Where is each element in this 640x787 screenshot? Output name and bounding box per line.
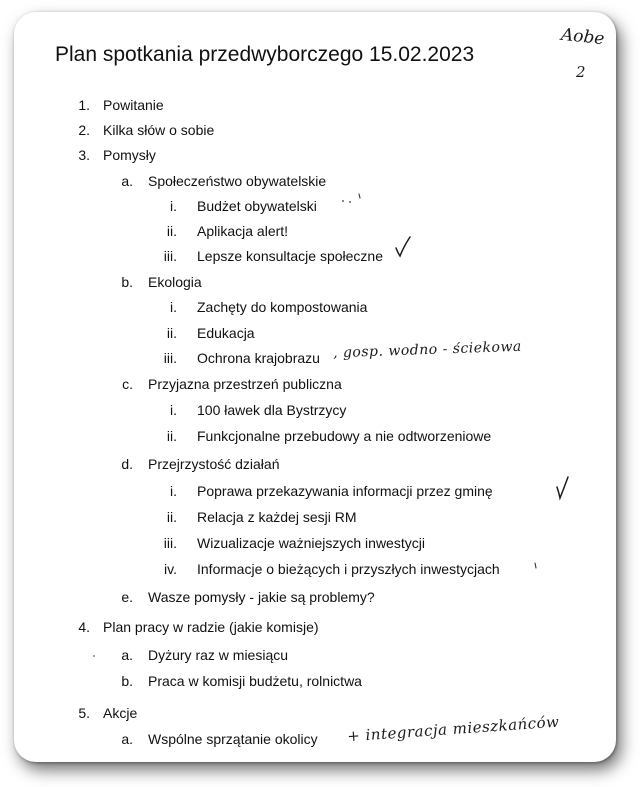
- list-roman: ii.: [166, 223, 177, 239]
- list-roman: ii.: [166, 428, 177, 444]
- list-item: Zachęty do kompostowania: [197, 299, 368, 315]
- list-roman: i.: [170, 198, 177, 214]
- list-item: Ochrona krajobrazu: [197, 350, 320, 366]
- handwritten-cleanup-note: + integracja mieszkańców: [346, 712, 561, 746]
- list-letter: d.: [121, 456, 133, 472]
- list-item: Akcje: [103, 705, 138, 721]
- list-letter: a.: [121, 173, 133, 189]
- pen-mark-icon: [532, 562, 540, 570]
- list-item: Funkcjonalne przebudowy a nie odtworzeniowe: [197, 428, 492, 444]
- list-roman: ii.: [166, 509, 177, 525]
- list-item: Przejrzystość działań: [148, 456, 280, 472]
- list-item: Informacje o bieżących i przyszłych inwestycjach: [197, 561, 500, 577]
- list-item: Wizualizacje ważniejszych inwestycji: [197, 535, 425, 551]
- check-mark-icon: [555, 476, 571, 500]
- list-letter: b.: [121, 673, 133, 689]
- handwritten-corner-number: 2: [576, 63, 586, 81]
- list-item: Wspólne sprzątanie okolicy: [148, 731, 318, 747]
- list-letter: a.: [121, 647, 133, 663]
- list-item: Budżet obywatelski: [197, 198, 317, 214]
- list-item: Dyżury raz w miesiącu: [148, 647, 289, 663]
- list-roman: iii.: [163, 350, 177, 366]
- list-item: Pomysły: [103, 147, 156, 163]
- list-letter: e.: [121, 589, 133, 605]
- list-item: 100 ławek dla Bystrzycy: [197, 402, 347, 418]
- pen-mark-icon: [338, 192, 368, 206]
- list-roman: i.: [170, 299, 177, 315]
- list-item: Społeczeństwo obywatelskie: [148, 173, 327, 189]
- list-number: 2.: [78, 122, 90, 138]
- list-item: Plan pracy w radzie (jakie komisje): [103, 619, 319, 635]
- check-mark-icon: [394, 236, 412, 258]
- list-item: Ekologia: [148, 274, 202, 290]
- list-item: Edukacja: [197, 325, 255, 341]
- list-number: 1.: [78, 97, 90, 113]
- list-number: 3.: [78, 147, 90, 163]
- list-roman: iii.: [163, 535, 177, 551]
- list-letter: b.: [121, 274, 133, 290]
- list-item: Aplikacja alert!: [197, 223, 289, 239]
- list-item: Poprawa przekazywania informacji przez gminę: [197, 483, 493, 499]
- list-item: Lepsze konsultacje społeczne: [197, 248, 384, 264]
- list-letter: a.: [121, 731, 133, 747]
- list-item: Kilka słów o sobie: [103, 122, 215, 138]
- list-roman: ii.: [166, 325, 177, 341]
- list-number: 5.: [78, 705, 90, 721]
- list-item: Praca w komisji budżetu, rolnictwa: [148, 673, 362, 689]
- list-roman: i.: [170, 483, 177, 499]
- handwritten-corner-note: Aobe: [560, 24, 606, 50]
- list-roman: i.: [170, 402, 177, 418]
- list-letter: c.: [122, 376, 133, 392]
- list-roman: iv.: [164, 561, 177, 577]
- list-roman: iii.: [163, 248, 177, 264]
- list-item: Powitanie: [103, 97, 164, 113]
- list-item: Wasze pomysły - jakie są problemy?: [148, 589, 375, 605]
- list-item: Przyjazna przestrzeń publiczna: [148, 376, 342, 392]
- pen-mark-icon: [90, 652, 98, 660]
- handwritten-landscape-note: , gosp. wodno - ściekowa: [332, 338, 523, 362]
- page-title: Plan spotkania przedwyborczego 15.02.2023: [55, 43, 475, 66]
- list-item: Relacja z każdej sesji RM: [197, 509, 357, 525]
- list-number: 4.: [78, 619, 90, 635]
